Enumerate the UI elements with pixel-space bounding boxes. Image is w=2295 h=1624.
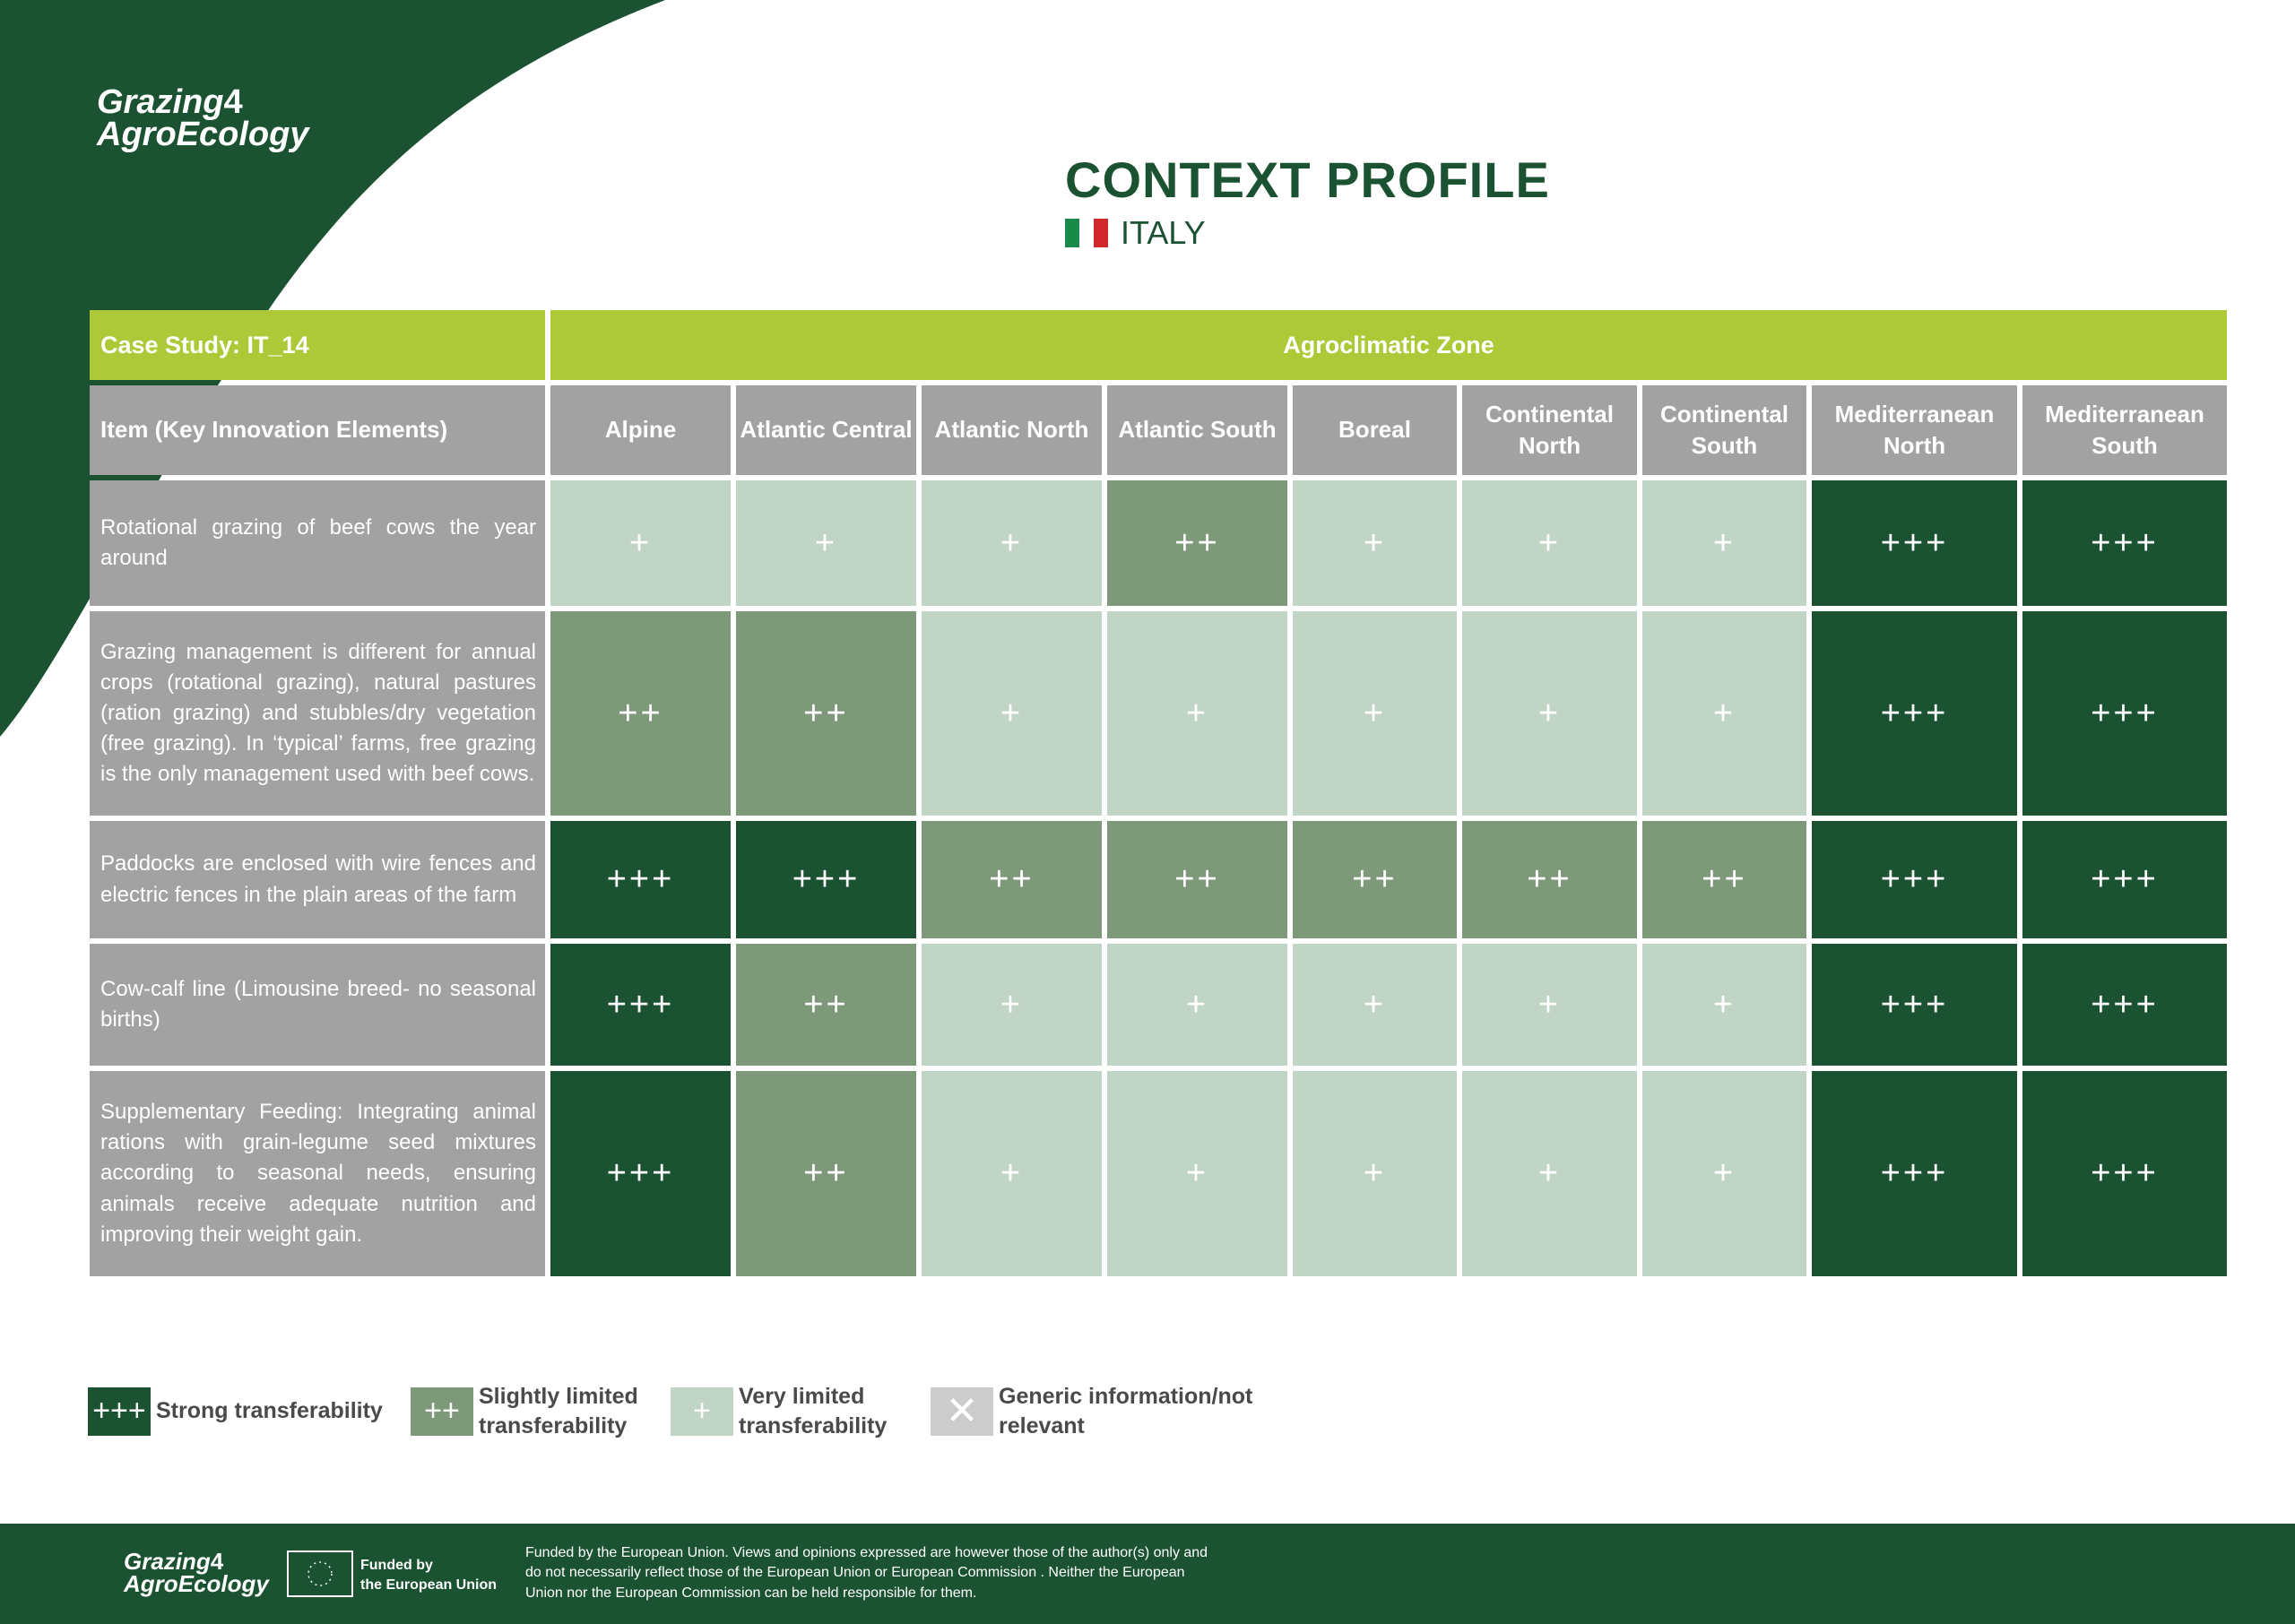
legend-item [411, 1382, 658, 1440]
innovation-item: Paddocks are enclosed with wire fences and electric fences in the plain areas of the farm [90, 821, 545, 938]
transferability-cell: + [1642, 480, 1806, 606]
eu-flag-icon [287, 1551, 353, 1597]
transferability-table [90, 310, 2227, 1276]
transferability-cell: ++ [1107, 821, 1287, 938]
transferability-cell: + [1462, 480, 1637, 606]
legend-item [931, 1382, 1277, 1440]
transferability-cell: +++ [2022, 944, 2227, 1066]
transferability-cell: + [1293, 480, 1457, 606]
transferability-cell: + [736, 480, 916, 606]
item-column-header: Item (Key Innovation Elements) [90, 385, 545, 475]
transferability-cell: ++ [1107, 480, 1287, 606]
transferability-cell: +++ [1812, 611, 2017, 816]
transferability-cell: ++ [1293, 821, 1457, 938]
transferability-cell: + [922, 1071, 1102, 1276]
funded-by-eu-label: Funded by the European Union [360, 1558, 497, 1593]
transferability-cell: ++ [1642, 821, 1806, 938]
zone-header: Boreal [1293, 385, 1457, 475]
country-label [1065, 214, 1550, 252]
transferability-cell: +++ [2022, 611, 2227, 816]
legend-label: Slightly limited transferability [479, 1384, 638, 1438]
grazing4agroecology-logo: Grazing4 AgroEcology [97, 83, 309, 154]
grazing4agroecology-footer-logo: Grazing4 AgroEcology [124, 1548, 269, 1597]
transferability-cell: + [1293, 944, 1457, 1066]
innovation-item: Cow-calf line (Limousine breed- no seasonal births) [90, 944, 545, 1066]
transferability-cell: +++ [1812, 480, 2017, 606]
zone-header: Alpine [550, 385, 731, 475]
page-title: CONTEXT PROFILE [1065, 151, 1550, 208]
transferability-cell: +++ [550, 1071, 731, 1276]
transferability-cell: +++ [2022, 821, 2227, 938]
zone-header: Atlantic North [922, 385, 1102, 475]
legend-item [88, 1387, 398, 1436]
innovation-item: Grazing management is different for annual crops (rotational grazing), natural pastures (ration grazing) and stubbles/dry vegetation (free grazing). In ‘typical’ farms, free grazing is the only management used with beef cows. [90, 611, 545, 816]
transferability-cell: + [1293, 1071, 1457, 1276]
transferability-cell: + [1107, 1071, 1287, 1276]
transferability-cell: + [1642, 944, 1806, 1066]
transferability-cell: +++ [1812, 821, 2017, 938]
transferability-cell: ++ [922, 821, 1102, 938]
transferability-cell: + [1107, 611, 1287, 816]
transferability-cell: + [1107, 944, 1287, 1066]
italy-flag-icon [1065, 219, 1108, 247]
transferability-cell: +++ [550, 944, 731, 1066]
country-name: ITALY [1121, 214, 1206, 251]
zone-header: Mediterranean North [1812, 385, 2017, 475]
transferability-cell: ++ [1462, 821, 1637, 938]
legend-label: Generic information/not relevant [999, 1384, 1253, 1438]
transferability-cell: + [1642, 1071, 1806, 1276]
transferability-cell: +++ [2022, 480, 2227, 606]
title-block [1065, 151, 1550, 252]
transferability-cell: + [1462, 1071, 1637, 1276]
legend-label: Strong transferability [156, 1398, 383, 1424]
funding-disclaimer: Funded by the European Union. Views and opinions expressed are however those of the author(s) only and do not necessarily reflect those of the European Union or European Commission . Neither the European Union nor the European Commission can be held responsible for them. [525, 1545, 1208, 1601]
transferability-cell: + [550, 480, 731, 606]
legend-swatch: ++ [411, 1387, 473, 1436]
agroclimatic-zone-header: Agroclimatic Zone [550, 310, 2227, 380]
transferability-cell: +++ [2022, 1071, 2227, 1276]
transferability-cell: ++ [736, 944, 916, 1066]
transferability-cell: ++ [550, 611, 731, 816]
transferability-cell: +++ [1812, 944, 2017, 1066]
transferability-cell: + [922, 611, 1102, 816]
zone-header: Atlantic Central [736, 385, 916, 475]
legend-swatch: +++ [88, 1387, 151, 1436]
transferability-cell: ++ [736, 611, 916, 816]
legend-swatch: + [671, 1387, 733, 1436]
zone-header: Continental South [1642, 385, 1806, 475]
legend-swatch: ✕ [931, 1387, 993, 1436]
legend-label: Very limited transferability [739, 1384, 888, 1438]
innovation-item: Supplementary Feeding: Integrating animal rations with grain-legume seed mixtures according to seasonal needs, ensuring animals receive adequate nutrition and improving their weight gain. [90, 1071, 545, 1276]
zone-header: Mediterranean South [2022, 385, 2227, 475]
transferability-cell: + [1293, 611, 1457, 816]
case-study-label: Case Study: IT_14 [90, 310, 545, 380]
zone-header: Continental North [1462, 385, 1637, 475]
transferability-cell: + [922, 480, 1102, 606]
transferability-cell: + [1462, 611, 1637, 816]
zone-header: Atlantic South [1107, 385, 1287, 475]
transferability-cell: + [1642, 611, 1806, 816]
transferability-cell: +++ [1812, 1071, 2017, 1276]
legend [88, 1382, 1289, 1440]
legend-item [671, 1382, 918, 1440]
innovation-item: Rotational grazing of beef cows the year around [90, 480, 545, 606]
transferability-cell: +++ [550, 821, 731, 938]
transferability-cell: +++ [736, 821, 916, 938]
transferability-cell: + [922, 944, 1102, 1066]
transferability-cell: + [1462, 944, 1637, 1066]
transferability-cell: ++ [736, 1071, 916, 1276]
